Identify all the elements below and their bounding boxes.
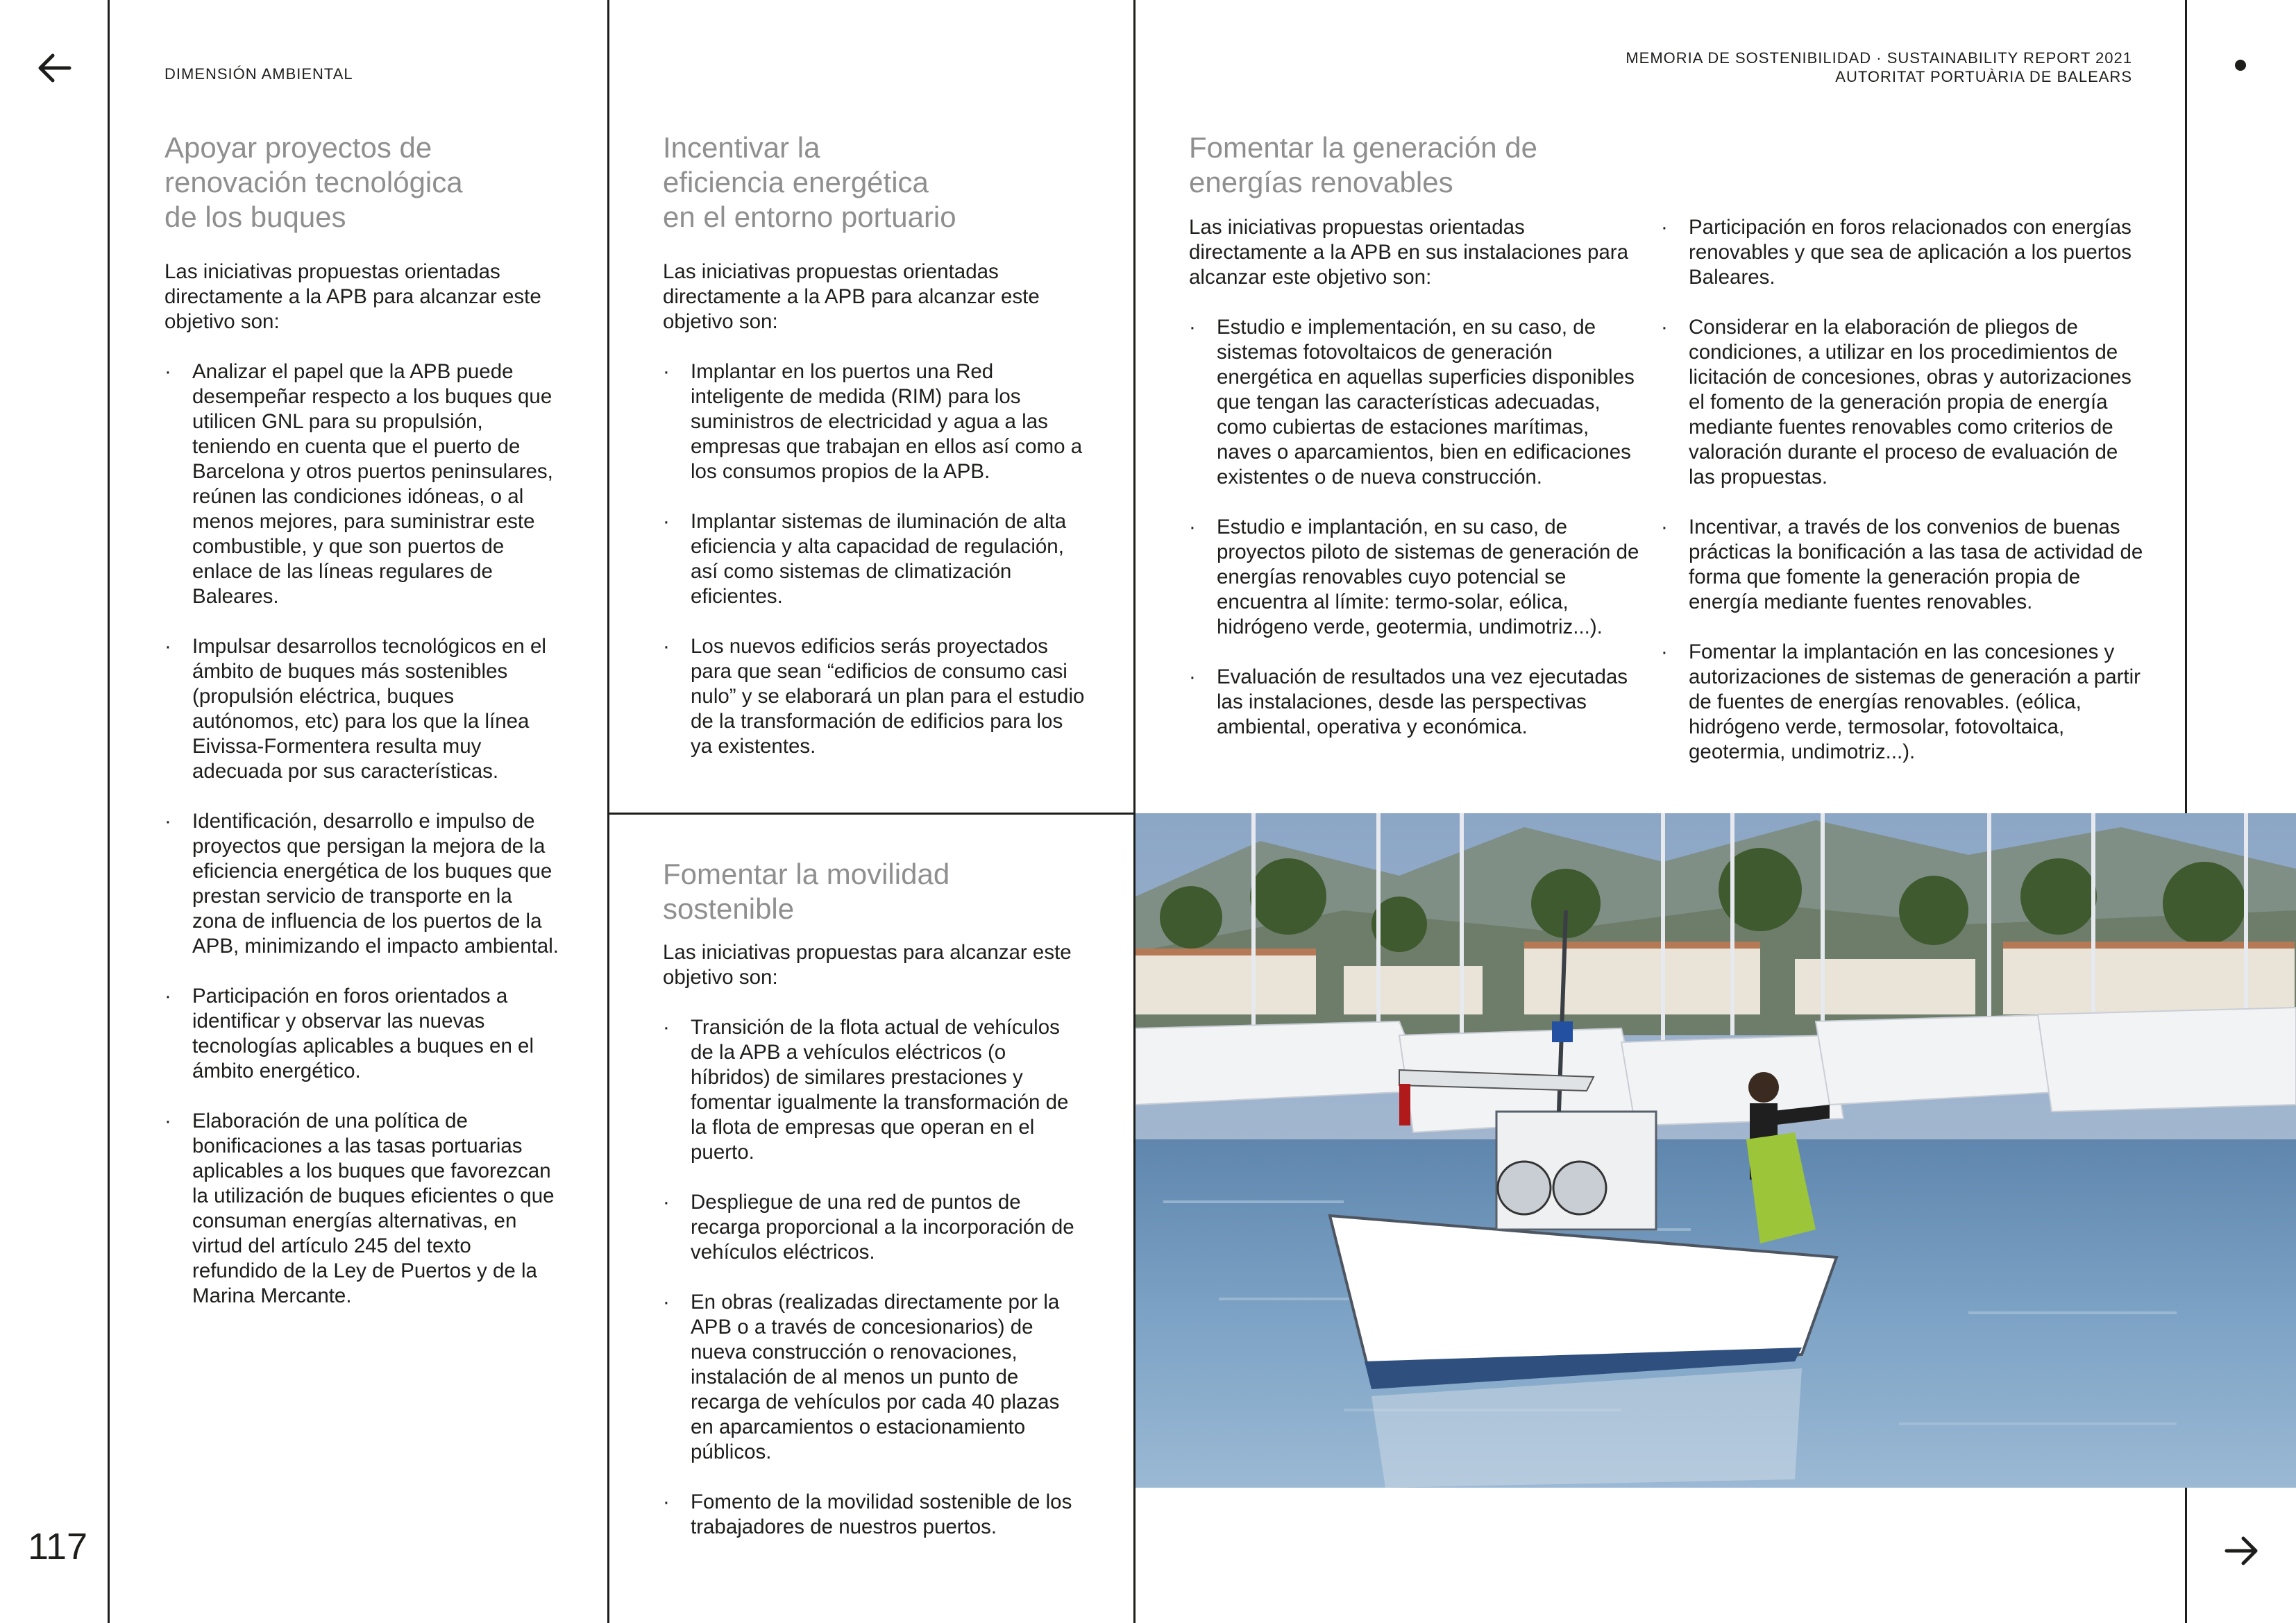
list-item: · Despliegue de una red de puntos de recarga proporcional a la incorporación de vehículos eléctricos. (663, 1190, 1086, 1265)
title-line: eficiencia energética (663, 166, 929, 198)
renewables-left-column (1189, 215, 1640, 740)
list-item: · Incentivar, a través de los convenios de buenas prácticas la bonificación a las tasa de actividad de forma que fomente la generación propia de energía mediante fuentes renovables. (1661, 515, 2147, 615)
list-item: · Los nuevos edificios serás proyectados para que sean “edificios de consumo casi nulo” y se elaborará un plan para el estudio de la transformación de edificios para los ya existentes. (663, 634, 1086, 759)
section-renewables (1189, 130, 2161, 200)
title-line: Incentivar la (663, 131, 820, 164)
list-item: · Considerar en la elaboración de pliegos de condiciones, a utilizar en los procedimientos de licitación de concesiones, obras y autorizaciones el fomento de la generación propia de energía mediante fuentes renovables como criterios de valoración durante el proceso de evaluación de las propuestas. (1661, 315, 2147, 490)
section-ships (164, 130, 560, 1309)
fishing-boat-harbor-photo (1136, 813, 2296, 1488)
arrow-right-icon[interactable] (2221, 1530, 2263, 1572)
arrow-left-icon[interactable] (33, 47, 75, 89)
page-number: 117 (28, 1526, 88, 1567)
title-line: renovación tecnológica (164, 166, 463, 198)
column-divider (108, 0, 110, 1623)
list-item: · En obras (realizadas directamente por la APB o a través de concesionarios) de nueva construcción o renovaciones, instalación de al menos un punto de recarga de vehículos por cada 40 plazas en aparcamientos o estacionamiento públicos. (663, 1290, 1086, 1465)
list-item: · Participación en foros relacionados con energías renovables y que sea de aplicación a los puertos Baleares. (1661, 215, 2147, 290)
list-item: · Participación en foros orientados a identificar y observar las nuevas tecnologías aplicables a buques en el ámbito energético. (164, 984, 560, 1084)
row-divider (607, 813, 1136, 815)
title-line: sostenible (663, 892, 795, 925)
section-intro: Las iniciativas propuestas para alcanzar este objetivo son: (663, 941, 1072, 989)
list-item: · Implantar en los puertos una Red inteligente de medida (RIM) para los suministros de electricidad y agua a las empresas que trabajan en ellos así como a los consumos propios de la APB. (663, 359, 1086, 484)
initiative-list (1189, 315, 1640, 740)
initiative-list (663, 359, 1086, 759)
renewables-right-column (1661, 190, 2147, 765)
list-item: · Analizar el papel que la APB puede desempeñar respecto a los buques que utilicen GNL para su propulsión, teniendo en cuenta que el puerto de Barcelona y otros puertos peninsulares, reúnen las condiciones idóneas, o al menos mejores, para suministrar este combustible, y que son puertos de enlace de las líneas regulares de Baleares. (164, 359, 560, 609)
title-line: Fomentar la generación de (1189, 131, 1537, 164)
list-item: · Evaluación de resultados una vez ejecutadas las instalaciones, desde las perspectivas ambiental, operativa y económica. (1189, 665, 1640, 740)
initiative-list (663, 1015, 1086, 1540)
list-item: · Fomento de la movilidad sostenible de los trabajadores de nuestros puertos. (663, 1490, 1086, 1540)
section-intro: Las iniciativas propuestas orientadas directamente a la APB en sus instalaciones para alcanzar este objetivo son: (1189, 216, 1628, 289)
initiative-list (164, 359, 560, 1309)
title-line: de los buques (164, 201, 346, 233)
list-item: · Elaboración de una política de bonificaciones a las tasas portuarias aplicables a los buques que favorezcan la utilización de buques eficientes o que consuman energías alternativas, en virtud del artículo 245 del texto refundido de la Ley de Puertos y de la Marina Mercante. (164, 1109, 560, 1309)
section-title (164, 130, 560, 235)
report-organization: AUTORITAT PORTUÀRIA DE BALEARS (1835, 68, 2132, 85)
list-item: · Identificación, desarrollo e impulso de proyectos que persigan la mejora de la eficiencia energética de los buques que prestan servicio de transporte en la zona de influencia de los puertos de la APB, minimizando el impacto ambiental. (164, 809, 560, 959)
list-item: · Impulsar desarrollos tecnológicos en el ámbito de buques más sostenibles (propulsión eléctrica, buques autónomos, etc) para los que la línea Eivissa-Formentera resulta muy adecuada por sus características. (164, 634, 560, 784)
section-intro: Las iniciativas propuestas orientadas directamente a la APB para alcanzar este objetivo son: (663, 260, 1040, 333)
initiative-list (1661, 215, 2147, 765)
list-item: · Implantar sistemas de iluminación de alta eficiencia y alta capacidad de regulación, así como sistemas de climatización eficientes. (663, 509, 1086, 609)
title-line: Fomentar la movilidad (663, 858, 950, 890)
title-line: Apoyar proyectos de (164, 131, 432, 164)
dot-icon[interactable] (2235, 60, 2246, 71)
list-item: · Fomentar la implantación en las concesiones y autorizaciones de sistemas de generación a partir de fuentes de energías renovables. (eólica, hidrógeno verde, termosolar, fotovoltaica, geotermia, undimotriz...). (1661, 640, 2147, 765)
section-title (663, 130, 1086, 235)
report-header (1626, 49, 2132, 86)
title-line: energías renovables (1189, 166, 1453, 198)
list-item: · Estudio e implantación, en su caso, de proyectos piloto de sistemas de generación de energías renovables cuyo potencial se encuentra al límite: termo-solar, eólica, hidrógeno verde, geotermia, undimotriz...). (1189, 515, 1640, 640)
section-title (663, 857, 1086, 926)
list-item: · Transición de la flota actual de vehículos de la APB a vehículos eléctricos (o híbridos) de similares prestaciones y fomentar igualmente la transformación de la flota de empresas que operan en el puerto. (663, 1015, 1086, 1165)
section-label: DIMENSIÓN AMBIENTAL (164, 65, 353, 83)
section-mobility (663, 857, 1086, 1540)
section-efficiency (663, 130, 1086, 759)
column-divider (607, 0, 609, 1623)
report-title: MEMORIA DE SOSTENIBILIDAD · SUSTAINABILITY REPORT 2021 (1626, 49, 2132, 67)
title-line: en el entorno portuario (663, 201, 956, 233)
list-item: · Estudio e implementación, en su caso, de sistemas fotovoltaicos de generación energética en aquellas superficies disponibles que tengan las características adecuadas, como cubiertas de estaciones marítimas, naves o aparcamientos, bien en edificaciones existentes o de nueva construcción. (1189, 315, 1640, 490)
section-title (1189, 130, 2161, 200)
section-intro: Las iniciativas propuestas orientadas directamente a la APB para alcanzar este objetivo son: (164, 260, 541, 333)
